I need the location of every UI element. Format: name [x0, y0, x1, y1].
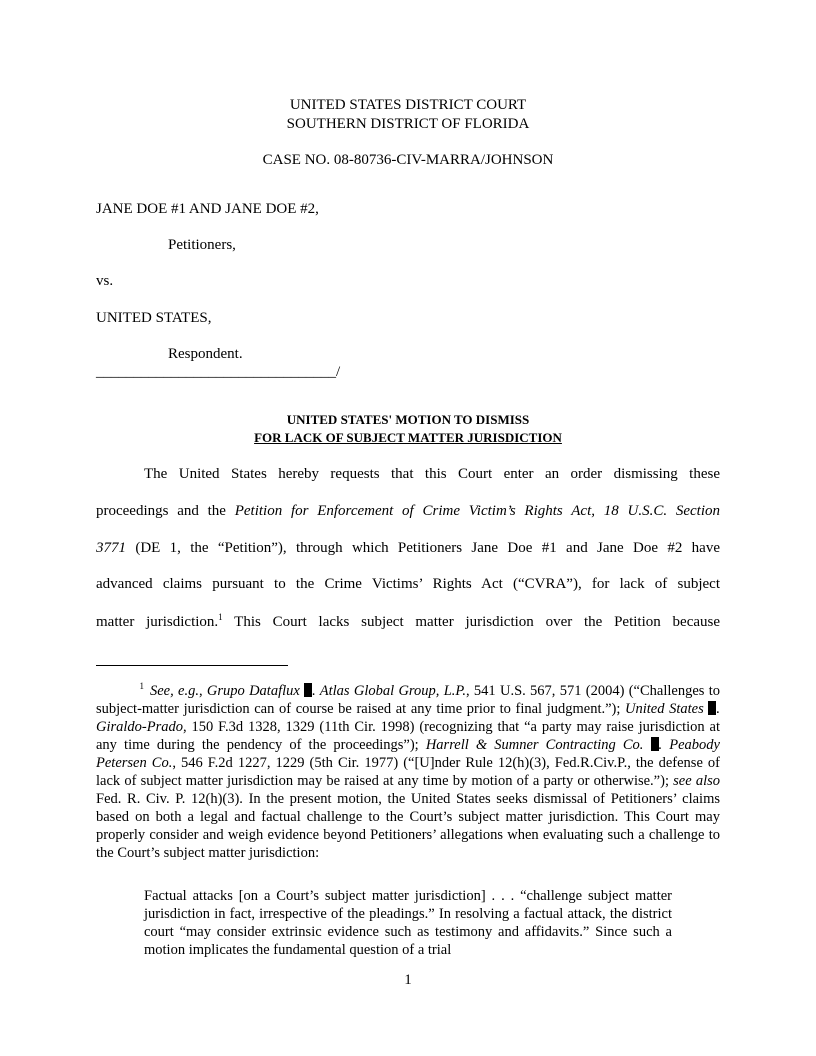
case-number: CASE NO. 08-80736-CIV-MARRA/JOHNSON — [262, 152, 554, 168]
body-line-5-text-a: matter jurisdiction. — [96, 614, 219, 630]
body-line-3 — [96, 540, 720, 557]
court-district: SOUTHERN DISTRICT OF FLORIDA — [286, 116, 530, 132]
motion-title-line2 — [0, 430, 816, 446]
redaction-mark — [651, 737, 659, 751]
body-line-2-text: proceedings and the — [96, 503, 235, 519]
fn-case-1b: . Atlas Global Group, L.P. — [312, 682, 466, 699]
body-line-5-text-b: This Court lacks subject matter jurisdiction over the Petition because — [234, 614, 721, 630]
footnote-separator — [96, 665, 288, 666]
fn-see-also: see also — [673, 772, 720, 789]
redaction-mark — [304, 683, 312, 697]
fn-case-1a: Grupo Dataflux — [206, 682, 300, 699]
footnote-1 — [96, 677, 720, 862]
fn-case-2b: . Giraldo-Prado — [96, 700, 721, 735]
footnote-marker: 1 — [139, 681, 144, 691]
page-number: 1 — [404, 972, 412, 988]
fn-case-3b: . Peabody Petersen Co. — [96, 736, 720, 771]
body-line-1: The United States hereby requests that this Court enter an order dismissing these — [144, 466, 720, 482]
footnote-ref-1: 1 — [218, 612, 223, 622]
body-line-3-text: (DE 1, the “Petition”), through which Petitioners Jane Doe #1 and Jane Doe #2 have — [126, 540, 720, 556]
court-name: UNITED STATES DISTRICT COURT — [289, 97, 527, 113]
fn-case-3a: Harrell & Sumner Contracting Co. — [425, 736, 644, 753]
fn-cite-2: , 150 F.3d 1328, 1329 (11th Cir. 1998) (recognizing that “a party may raise jurisdiction at any time during the pendency of the proceedings”); — [96, 718, 720, 753]
respondent-role: Respondent. — [168, 346, 243, 362]
petition-title-italic: Petition for Enforcement of Crime Victim’s Rights Act, 18 U.S.C. Section — [234, 503, 720, 519]
motion-title-text1: UNITED STATES' MOTION TO DISMISS — [286, 412, 530, 427]
respondent-name: UNITED STATES, — [96, 310, 212, 326]
caption-rule: ________________________________/ — [96, 364, 341, 380]
body-line-4: advanced claims pursuant to the Crime Victims’ Rights Act (“CVRA”), for lack of subject — [96, 576, 720, 592]
fn-cite-1: , 541 U.S. 567, 571 (2004) (“Challenges to subject-matter jurisdiction can of course be raised at any time prior to final judgment.”); — [96, 682, 720, 717]
fn-comma: , — [198, 682, 207, 699]
fn-case-2a: United States — [625, 700, 704, 717]
section-number-italic: 3771 — [96, 540, 126, 556]
fn-body-text: Fed. R. Civ. P. 12(h)(3). In the present motion, the United States seeks dismissal of Petitioners’ claims based on both a legal and factual challenge to the Court’s subject matter jurisdiction. This Court may properly consider and weigh evidence beyond Petitioners’ allegations when evaluating such a challenge to the Court’s subject matter jurisdiction: — [96, 790, 720, 861]
versus-label: vs. — [96, 273, 114, 289]
petitioners-role: Petitioners, — [168, 237, 236, 253]
motion-title-text2: FOR LACK OF SUBJECT MATTER JURISDICTION — [254, 430, 562, 445]
fn-see-eg: See, e.g. — [150, 682, 199, 699]
petitioners-name: JANE DOE #1 AND JANE DOE #2, — [96, 201, 319, 217]
body-line-5 — [96, 612, 720, 631]
motion-title-line1 — [0, 412, 816, 428]
fn-cite-3: , 546 F.2d 1227, 1229 (5th Cir. 1977) (“[U]nder Rule 12(h)(3), Fed.R.Civ.P., the defense of lack of subject matter jurisdiction may be raised at any time by motion of a party or otherwise.”); — [96, 754, 721, 789]
body-line-2 — [96, 503, 720, 520]
block-quote: Factual attacks [on a Court’s subject matter jurisdiction] . . . “challenge subject matter jurisdiction in fact, irrespective of the pleadings.” In resolving a factual attack, the district court “may consider extrinsic evidence such as testimony and affidavits.” Since such a motion implicates the fundamental question of a trial — [144, 888, 672, 958]
